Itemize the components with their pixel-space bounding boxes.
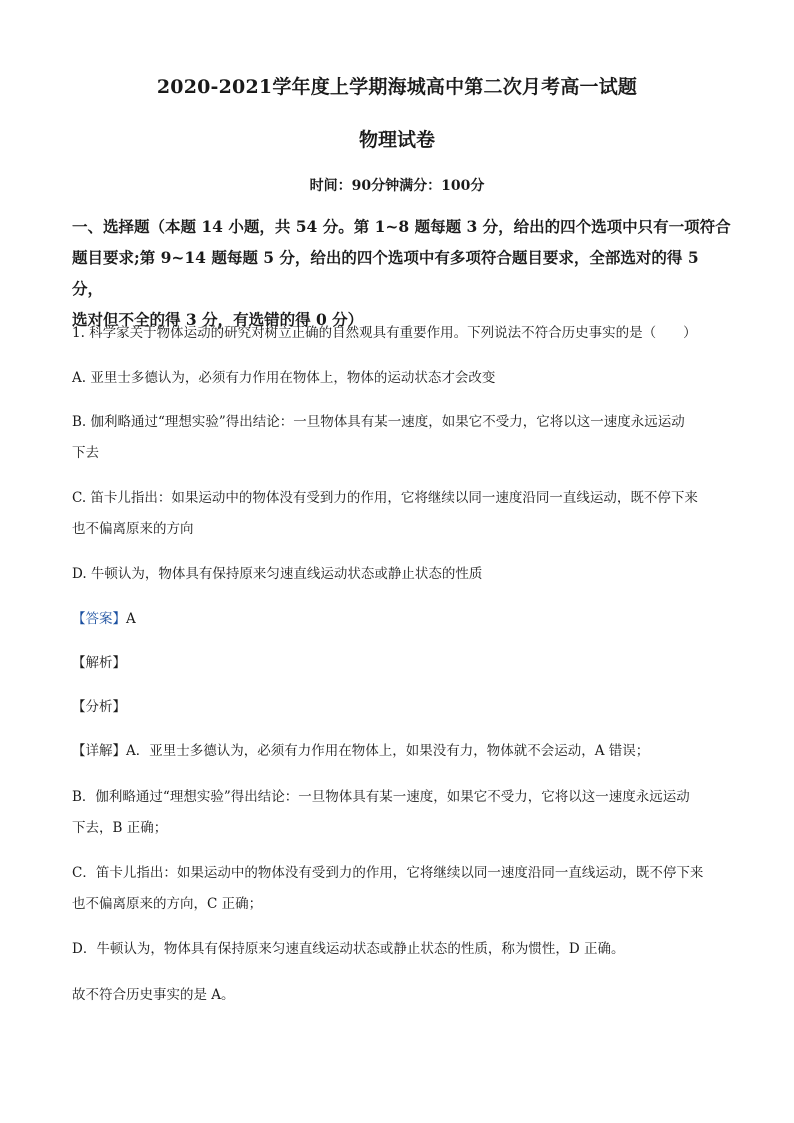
detail-d: D．牛顿认为，物体具有保持原来匀速直线运动状态或静止状态的性质，称为惯性，D 正确。 — [72, 941, 625, 957]
page-title: 2020-2021学年度上学期海城高中第二次月考高一试题 — [156, 76, 638, 98]
time-info: 时间：90分钟满分：100分 — [309, 178, 485, 194]
option-c — [72, 483, 732, 545]
detail-conclusion: 故不符合历史事实的是 A。 — [72, 987, 235, 1003]
fenxi-tag: 【分析】 — [72, 699, 126, 715]
answer-value: A — [126, 611, 136, 627]
detail-a — [72, 736, 732, 767]
option-c-line-1: C. 笛卡儿指出：如果运动中的物体没有受到力的作用，它将继续以同一速度沿同一直线运动，既不停下来 — [72, 490, 698, 506]
question-stem: 1. 科学家关于物体运动的研究对树立正确的自然观具有重要作用。下列说法不符合历史事实的是（ ） — [72, 325, 697, 341]
detail-b-line-2: 下去，B 正确； — [72, 820, 168, 836]
detail-c-line-2: 也不偏离原来的方向，C 正确； — [72, 896, 263, 912]
answer-line — [72, 609, 732, 629]
detail-c — [72, 858, 732, 920]
section-line-3: 选对但不全的得 3 分，有选错的得 0 分） — [72, 310, 364, 329]
detail-c-line-1: C．笛卡儿指出：如果运动中的物体没有受到力的作用，它将继续以同一速度沿同一直线运动，既不停下来 — [72, 865, 704, 881]
answer-tag: 【答案】 — [72, 611, 126, 627]
option-b-line-1: B. 伽利略通过“理想实验”得出结论：一旦物体具有某一速度，如果它不受力，它将以这一速度永远运动 — [72, 414, 685, 430]
section-line-2: 题目要求;第 9~14 题每题 5 分，给出的四个选项中有多项符合题目要求，全部选对的得 5 分， — [72, 248, 699, 298]
option-b — [72, 407, 732, 469]
detail-a-text: A．亚里士多德认为，必须有力作用在物体上，如果没有力，物体就不会运动，A 错误； — [126, 743, 650, 759]
section-instructions — [72, 211, 732, 335]
detail-b-line-1: B．伽利略通过“理想实验”得出结论：一旦物体具有某一速度，如果它不受力，它将以这一速度永远运动 — [72, 789, 690, 805]
detail-b — [72, 782, 732, 844]
analysis-line — [72, 653, 732, 673]
option-a: A. 亚里士多德认为，必须有力作用在物体上，物体的运动状态才会改变 — [72, 370, 496, 386]
option-b-line-2: 下去 — [72, 445, 99, 461]
analysis-tag: 【解析】 — [72, 655, 126, 671]
detail-tag: 【详解】 — [72, 743, 126, 759]
fenxi-line — [72, 697, 732, 717]
section-line-1: 一、选择题（本题 14 小题，共 54 分。第 1~8 题每题 3 分，给出的四个选项中只有一项符合 — [72, 217, 731, 236]
option-c-line-2: 也不偏离原来的方向 — [72, 521, 194, 537]
option-d: D. 牛顿认为，物体具有保持原来匀速直线运动状态或静止状态的性质 — [72, 566, 483, 582]
page-subtitle: 物理试卷 — [358, 129, 435, 151]
